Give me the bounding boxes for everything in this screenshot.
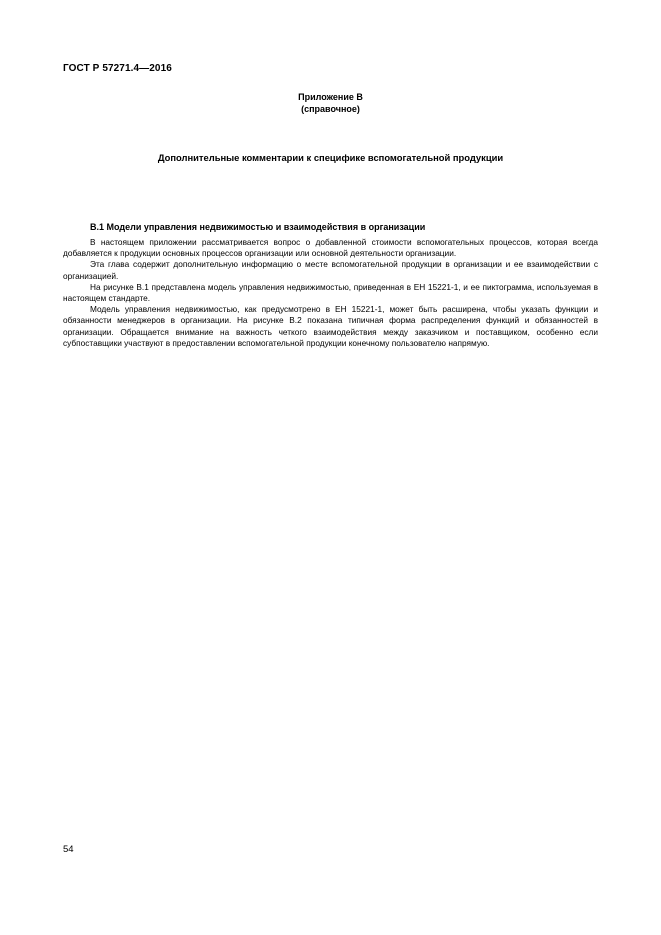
annex-title: Дополнительные комментарии к специфике вспомогательной продукции — [157, 152, 504, 163]
paragraph: На рисунке В.1 представлена модель управления недвижимостью, приведенная в ЕН 15221-1, и ее пиктограмма, используемая в настоящем стандарте. — [63, 281, 598, 304]
paragraph: Эта глава содержит дополнительную информацию о месте вспомогательной продукции в организации и ее взаимодействии с организацией. — [63, 259, 598, 281]
section-heading: В.1 Модели управления недвижимостью и взаимодействия в организации — [90, 222, 426, 232]
paragraph: В настоящем приложении рассматривается вопрос о добавленной стоимости вспомогательных процессов, которая всегда добавляется к продукции основных процессов организации или основной деятельности организации. — [63, 237, 598, 259]
annex-type: (справочное) — [301, 104, 360, 114]
paragraph: Модель управления недвижимостью, как предусмотрено в ЕН 15221-1, может быть расширена, чтобы указать функции и обязанности менеджеров в организации. На рисунке В.2 показана типичная форма распределения функций и обязанностей в организации. Обращается внимание на важность четкого взаимодействия между заказчиком и поставщиком, особенно если субпоставщики участвуют в предоставлении вспомогательной продукции конечному пользователю напрямую. — [63, 304, 598, 348]
section-b1 — [63, 221, 598, 349]
document-code: ГОСТ Р 57271.4—2016 — [63, 63, 172, 74]
annex-label: Приложение В — [298, 92, 363, 102]
annex-header — [0, 91, 661, 115]
page-number: 54 — [63, 844, 74, 855]
